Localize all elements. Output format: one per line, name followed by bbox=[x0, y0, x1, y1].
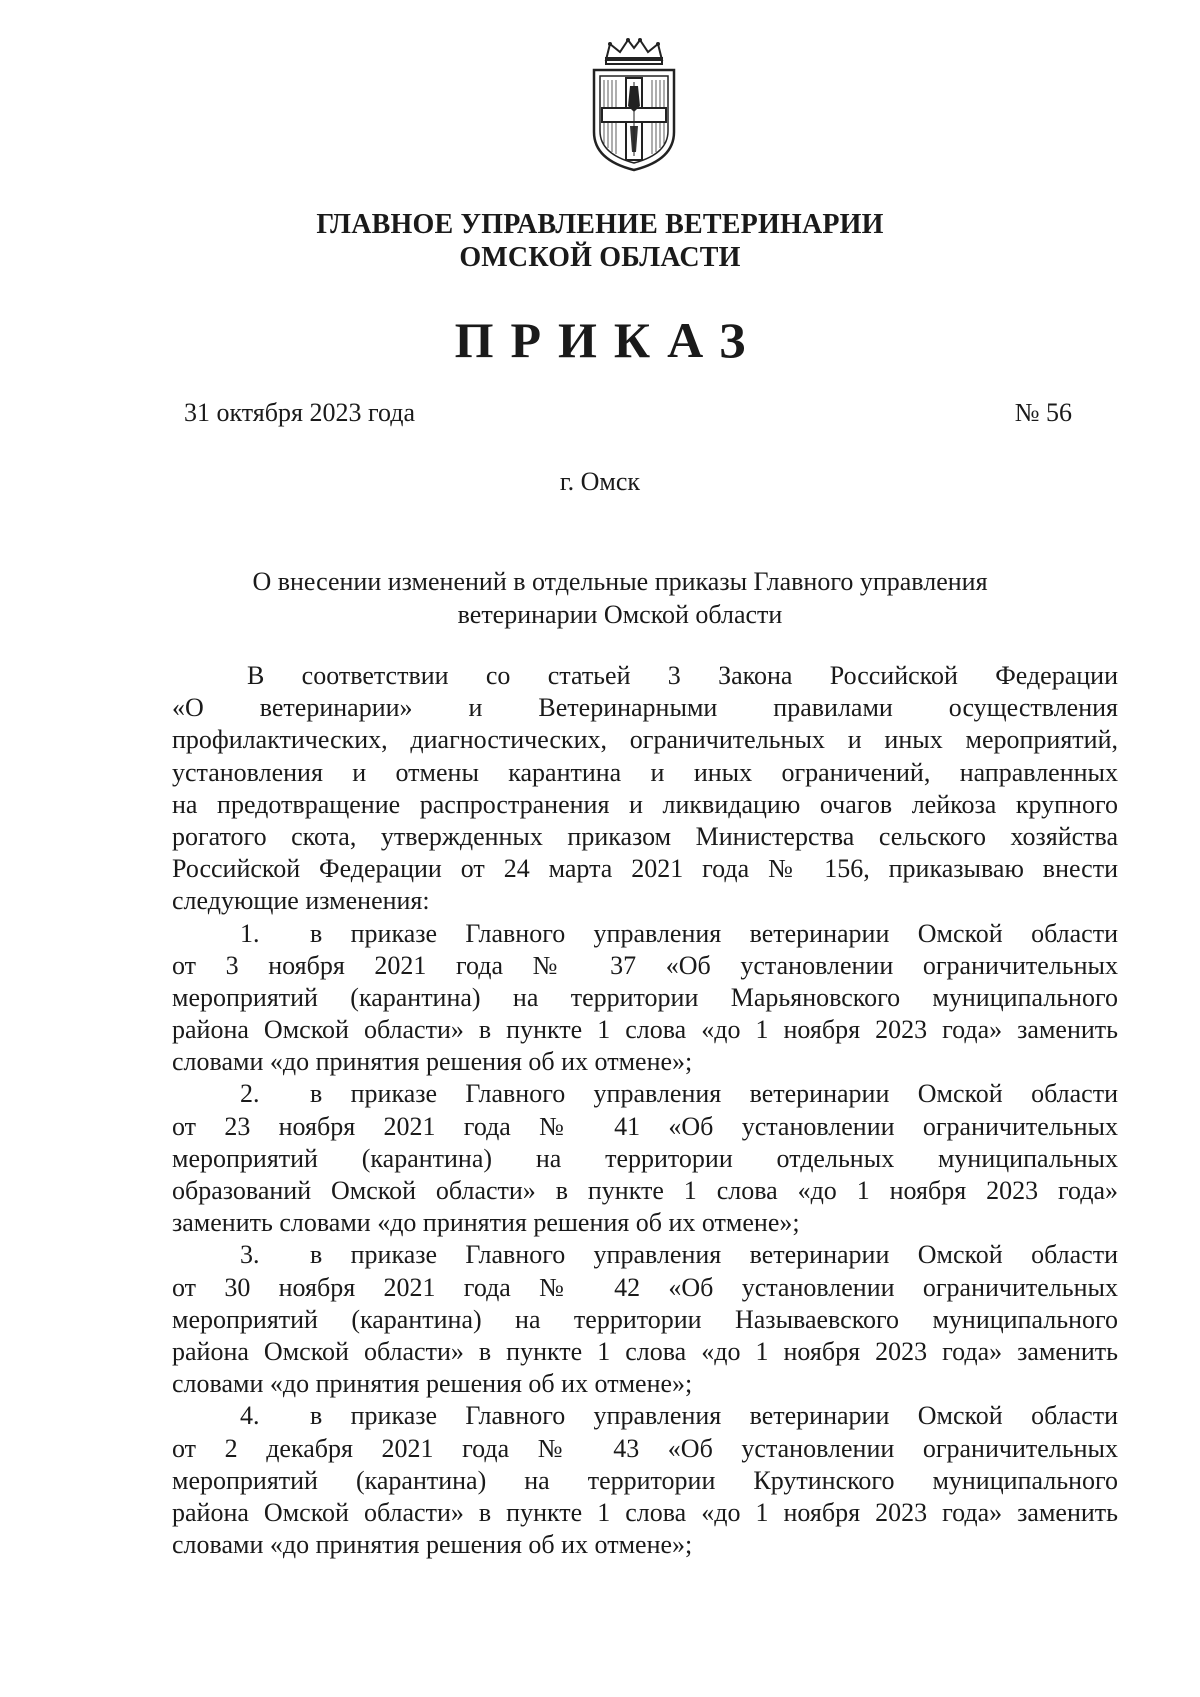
preamble-line: «О ветеринарии» и Ветеринарными правилами осуществления bbox=[172, 693, 1118, 723]
preamble-line: установления и отмены карантина и иных ограничений, направленных bbox=[172, 757, 1118, 787]
list-item-line: словами «до принятия решения об их отмене»; bbox=[172, 1369, 693, 1399]
list-item-line: района Омской области» в пункте 1 слова «до 1 ноября 2023 года» заменить bbox=[172, 1497, 1118, 1527]
list-item-line: заменить словами «до принятия решения об их отмене»; bbox=[172, 1208, 800, 1238]
document-number: № 56 bbox=[1014, 398, 1072, 427]
preamble-line: рогатого скота, утвержденных приказом Министерства сельского хозяйства bbox=[172, 821, 1118, 851]
document-body bbox=[172, 660, 1118, 1561]
preamble-line: профилактических, диагностических, ограничительных и иных мероприятий, bbox=[172, 725, 1118, 755]
coat-of-arms-emblem bbox=[584, 36, 684, 174]
document-type-title: ПРИКАЗ bbox=[454, 312, 763, 368]
preamble-line: Российской Федерации от 24 марта 2021 года № 156, приказываю внести bbox=[172, 854, 1118, 884]
organization-name bbox=[0, 208, 1200, 274]
list-item-line: мероприятий (карантина) на территории отдельных муниципальных bbox=[172, 1143, 1118, 1173]
list-item-4-first-line bbox=[172, 1400, 1118, 1432]
list-item-number: 2. bbox=[240, 1079, 260, 1109]
document-date: 31 октября 2023 года bbox=[184, 398, 415, 427]
list-item-line: словами «до принятия решения об их отмене»; bbox=[172, 1530, 693, 1560]
list-item-text: в приказе Главного управления ветеринарии Омской области bbox=[310, 1240, 1118, 1270]
list-item-line: района Омской области» в пункте 1 слова «до 1 ноября 2023 года» заменить bbox=[172, 1015, 1118, 1045]
organization-name-line2: ОМСКОЙ ОБЛАСТИ bbox=[459, 242, 741, 273]
list-item-text: в приказе Главного управления ветеринарии Омской области bbox=[310, 918, 1118, 948]
list-item-1-first-line bbox=[172, 918, 1118, 950]
list-item-line: мероприятий (карантина) на территории Марьяновского муниципального bbox=[172, 982, 1118, 1012]
list-item-line: от 23 ноября 2021 года № 41 «Об установлении ограничительных bbox=[172, 1111, 1118, 1141]
subject-line: О внесении изменений в отдельные приказы Главного управления bbox=[252, 567, 988, 596]
preamble-line: В соответствии со статьей 3 Закона Российской Федерации bbox=[247, 661, 1118, 690]
list-item-line: мероприятий (карантина) на территории Крутинского муниципального bbox=[172, 1465, 1118, 1495]
list-item-line: образований Омской области» в пункте 1 слова «до 1 ноября 2023 года» bbox=[172, 1176, 1118, 1205]
list-item-number: 1. bbox=[240, 918, 260, 948]
organization-name-line1: ГЛАВНОЕ УПРАВЛЕНИЕ ВЕТЕРИНАРИИ bbox=[316, 209, 884, 240]
list-item-line: от 30 ноября 2021 года № 42 «Об установлении ограничительных bbox=[172, 1272, 1118, 1302]
preamble-line: на предотвращение распространения и ликвидацию очагов лейкоза крупного bbox=[172, 789, 1118, 819]
list-item-text: в приказе Главного управления ветеринарии Омской области bbox=[310, 1401, 1118, 1431]
list-item-line: от 3 ноября 2021 года № 37 «Об установлении ограничительных bbox=[172, 950, 1118, 980]
list-item-number: 4. bbox=[240, 1401, 260, 1431]
subject-line: ветеринарии Омской области bbox=[457, 600, 783, 629]
document-subject bbox=[200, 565, 1040, 631]
document-city: г. Омск bbox=[559, 467, 641, 496]
list-item-text: в приказе Главного управления ветеринарии Омской области bbox=[310, 1079, 1118, 1109]
list-item-line: от 2 декабря 2021 года № 43 «Об установлении ограничительных bbox=[172, 1433, 1118, 1463]
preamble-line: следующие изменения: bbox=[172, 886, 430, 916]
list-item-line: словами «до принятия решения об их отмене»; bbox=[172, 1047, 693, 1077]
list-item-number: 3. bbox=[240, 1240, 260, 1270]
list-item-line: мероприятий (карантина) на территории Называевского муниципального bbox=[172, 1304, 1118, 1334]
list-item-2-first-line bbox=[172, 1078, 1118, 1110]
list-item-line: района Омской области» в пункте 1 слова «до 1 ноября 2023 года» заменить bbox=[172, 1336, 1118, 1366]
list-item-3-first-line bbox=[172, 1239, 1118, 1271]
